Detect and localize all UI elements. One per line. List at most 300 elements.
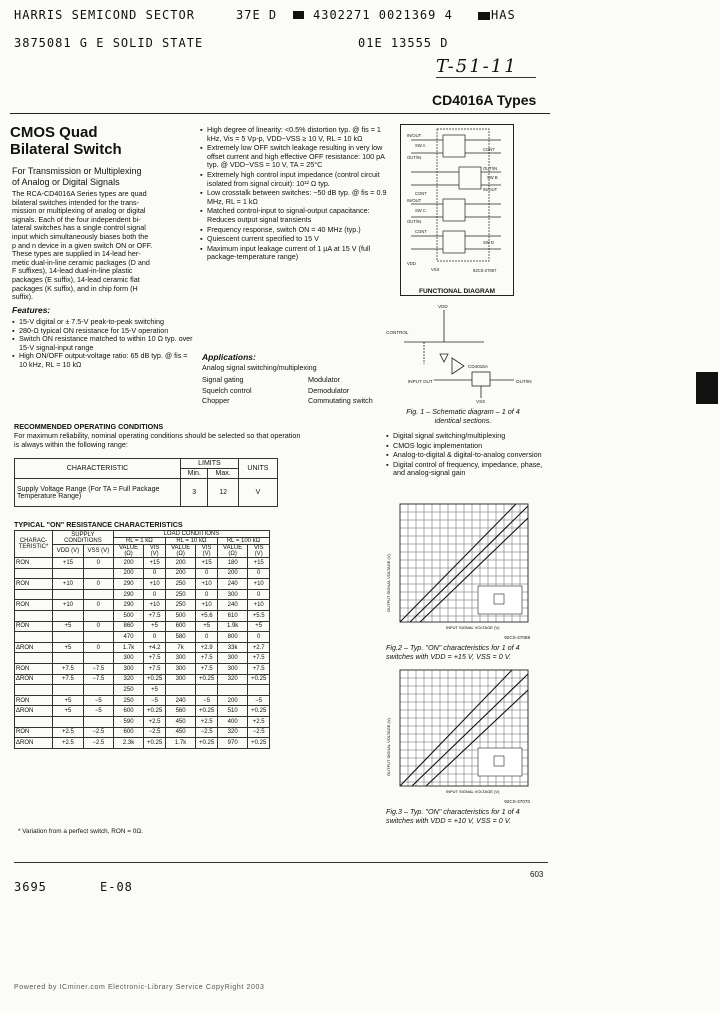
table-row [15, 695, 270, 706]
fig1-label: INPUT OUT [408, 379, 433, 384]
table-cell: 0 [196, 568, 218, 579]
table-row [15, 727, 270, 738]
table-cell: +0.25 [144, 674, 166, 685]
col-subheader: Max. [208, 469, 238, 479]
row-label [15, 653, 53, 664]
row-label [15, 589, 53, 600]
table-cell: +5 [144, 685, 166, 696]
diagram-label: SW A [415, 143, 426, 148]
table-cell: 320 [113, 674, 143, 685]
col-header: VALUE (Ω) [217, 545, 247, 558]
application-row [202, 376, 392, 385]
header-code-37e: 37E D [236, 8, 278, 22]
table-cell [53, 716, 84, 727]
table-cell: 300 [165, 653, 195, 664]
table-row [15, 716, 270, 727]
intro-line: The RCA-CD4016A Series types are quad [12, 189, 147, 198]
table-cell [53, 653, 84, 664]
fig1-caption: Fig. 1 – Schematic diagram – 1 of 4 identical sections. [406, 407, 520, 425]
feature-item: ▪ Switch ON resistance matched to within 10 Ω typ. over 15-V signal-input range [12, 335, 196, 352]
fig3-caption: Fig.3 – Typ. "ON" characteristics for 1 of 4 switches with VDD = +10 V, VSS = 0 V. [386, 807, 520, 825]
table-cell: 600 [165, 621, 195, 632]
col-header: VALUE (Ω) [165, 545, 195, 558]
table-row [15, 589, 270, 600]
table-cell: 320 [217, 727, 247, 738]
table-row [15, 632, 270, 643]
row-label: RON [15, 579, 53, 590]
right-feature-item: ▪ High degree of linearity: <0.5% distortion typ. @ fis = 1 kHz, Vis = 5 Vp-p, VDD−VSS ≥ 10 V, RL = 10 kΩ [200, 126, 390, 143]
diagram-label: SW D [483, 240, 494, 245]
handwritten-underline [436, 77, 536, 78]
table-cell: +7.5 [144, 663, 166, 674]
doc-title-line2: Bilateral Switch [10, 141, 122, 158]
footer-left-number: 3695 [14, 880, 47, 894]
table-cell: +0.25 [248, 674, 270, 685]
fig2-plot [386, 502, 534, 634]
applications-lead: Analog signal switching/multiplexing [202, 363, 317, 372]
intro-line: input which simultaneously biases both the [12, 231, 149, 241]
fig1-label: CONTROL [386, 330, 409, 335]
header-black-mark [293, 11, 304, 19]
functional-diagram [400, 124, 514, 296]
diagram-label: IN/OUT [407, 198, 422, 203]
table-cell: −5 [144, 695, 166, 706]
more-applications-list [386, 432, 556, 479]
fig2-code: 92CS-27069 [504, 635, 530, 641]
table-cell: −2.5 [83, 738, 113, 749]
intro-line: These types are supplied in 14-lead her- [12, 249, 141, 259]
application-item: Chopper [202, 396, 230, 406]
doc-subtitle [12, 166, 142, 187]
intro-line: metic dual-in-line ceramic packages (D and [12, 257, 150, 267]
table-cell: +5 [144, 621, 166, 632]
col-header: VIS (V) [144, 545, 166, 558]
diagram-label: SW B [487, 175, 498, 180]
table-cell: +0.25 [144, 706, 166, 717]
table-cell: 0 [248, 568, 270, 579]
right-feature-item: ▪ Frequency response, switch ON = 40 MHz (typ.) [200, 226, 390, 235]
feature-item: ▪ High ON/OFF output-voltage ratio: 65 dB typ. @ fis = 10 kHz, RL = 10 kΩ [12, 352, 196, 369]
table-cell: +2.5 [53, 738, 84, 749]
table-cell: 200 [165, 568, 195, 579]
table-cell: 250 [113, 695, 143, 706]
intro-line: packages (K suffix), and in chip form (H [12, 283, 138, 293]
intro-line: bilateral switches intended for the trans- [12, 197, 140, 207]
col-header: LOAD CONDITIONS [113, 531, 269, 538]
feature-item: ▪ 15-V digital or ± 7.5-V peak-to-peak switching [12, 318, 196, 327]
col-header: VIS (V) [248, 545, 270, 558]
table-cell: +10 [196, 579, 218, 590]
table-cell: 610 [217, 610, 247, 621]
table-row [15, 706, 270, 717]
table-cell [165, 685, 195, 696]
table-cell: +15 [144, 558, 166, 569]
table-cell: +2.5 [196, 716, 218, 727]
intro-line: suffix). [12, 292, 34, 302]
table-cell: 0 [83, 600, 113, 611]
table-cell [53, 568, 84, 579]
table-cell: +0.25 [144, 738, 166, 749]
table-cell: 300 [217, 589, 247, 600]
table-cell: +7.5 [144, 610, 166, 621]
table-cell: −2.5 [196, 727, 218, 738]
fig1-label: OUT/IN [516, 379, 532, 384]
application-item: Commutating switch [308, 396, 373, 406]
table-cell: 300 [165, 674, 195, 685]
col-header: UNITS [238, 459, 277, 479]
switch-box-c [443, 199, 465, 221]
table-row [15, 653, 270, 664]
intro-line: F suffixes), 14-lead dual-in-line plastic [12, 266, 133, 276]
table-cell: 560 [165, 706, 195, 717]
table-cell: 500 [113, 610, 143, 621]
table-cell: +2.5 [53, 727, 84, 738]
diagram-label: 92CS-27067 [473, 268, 497, 273]
row-label [15, 568, 53, 579]
table-cell [83, 632, 113, 643]
table-cell: 300 [217, 653, 247, 664]
row-label: ΔRON [15, 738, 53, 749]
table-cell: 240 [165, 695, 195, 706]
table-cell: 200 [165, 558, 195, 569]
table-cell [53, 589, 84, 600]
row-label [15, 716, 53, 727]
header-has-code: HAS [491, 8, 516, 22]
table-cell: 2.3k [113, 738, 143, 749]
table-cell: +0.25 [196, 706, 218, 717]
row-label [15, 685, 53, 696]
application-row [202, 397, 392, 406]
table-cell: +10 [248, 600, 270, 611]
table-cell: −5 [83, 695, 113, 706]
application-bullet: ▪ Digital signal switching/multiplexing [386, 432, 556, 441]
table-cell: +5 [53, 642, 84, 653]
features-heading: Features: [12, 305, 51, 315]
table-row [15, 558, 270, 569]
table-cell [83, 568, 113, 579]
table-cell: 250 [113, 685, 143, 696]
table-cell: 300 [113, 663, 143, 674]
application-item: Signal gating [202, 375, 244, 384]
table-cell: 0 [83, 621, 113, 632]
fig2-caption: Fig.2 – Typ. "ON" characteristics for 1 of 4 switches with VDD = +15 V, VSS = 0 V. [386, 643, 520, 661]
switch-symbol [472, 372, 490, 386]
col-header: LIMITS [181, 459, 239, 469]
diode-symbol [440, 354, 448, 362]
table-cell: +10 [144, 579, 166, 590]
row-label: RON [15, 663, 53, 674]
table-cell: 400 [217, 716, 247, 727]
diagram-label: IN/OUT [407, 133, 422, 138]
table-cell: 470 [113, 632, 143, 643]
chip-outline [437, 129, 489, 261]
diagram-label: CONT [415, 191, 427, 196]
table-row [15, 568, 270, 579]
inset-circuit [478, 586, 522, 614]
scan-watermark: Powered by ICminer.com Electronic-Library Service CopyRight 2003 [14, 984, 265, 991]
functional-diagram-schematic [401, 125, 513, 277]
row-label: ΔRON [15, 674, 53, 685]
table-cell: +0.25 [196, 738, 218, 749]
col-subheader: Min. [181, 469, 208, 479]
table-cell: +15 [196, 558, 218, 569]
table-cell: 250 [165, 579, 195, 590]
title-rule [10, 113, 550, 114]
intro-paragraph [12, 190, 194, 302]
table-cell: 580 [165, 632, 195, 643]
table-cell: 0 [248, 589, 270, 600]
table-cell: 970 [217, 738, 247, 749]
table-cell: +2.9 [196, 642, 218, 653]
table-row [15, 674, 270, 685]
doc-title-line1: CMOS Quad [10, 124, 98, 141]
table-row [15, 610, 270, 621]
table-cell: 33k [217, 642, 247, 653]
diagram-label: SW C [415, 208, 426, 213]
table-cell [83, 653, 113, 664]
diagram-label: OUT/IN [483, 166, 498, 171]
header-black-mark-2 [478, 12, 490, 20]
table-cell: 180 [217, 558, 247, 569]
fig1-label: CD4016A [468, 364, 488, 369]
table-cell: 600 [113, 727, 143, 738]
table-cell: +7.5 [144, 653, 166, 664]
table-cell: −5 [248, 695, 270, 706]
header-right-line2: 01E 13555 D [358, 36, 449, 50]
table-cell [196, 685, 218, 696]
on-table-footnote: * Variation from a perfect switch, RON = 0Ω. [18, 828, 143, 835]
intro-line: p and n device in a given switch ON or OFF. [12, 240, 153, 250]
table-cell: 12 [208, 479, 238, 507]
fig3-ylabel: OUTPUT SIGNAL VOLTAGE (V) [386, 718, 391, 776]
fig3-xlabel: INPUT SIGNAL VOLTAGE (V) [446, 789, 500, 794]
table-cell: 0 [144, 568, 166, 579]
table-cell: 300 [165, 663, 195, 674]
table-cell: +0.25 [248, 706, 270, 717]
table-cell: −5 [196, 695, 218, 706]
col-header: VIS (V) [196, 545, 218, 558]
table-cell: 290 [113, 589, 143, 600]
table-cell [83, 716, 113, 727]
header-left-line2: 3875081 G E SOLID STATE [14, 36, 204, 50]
table-cell: −2.5 [144, 727, 166, 738]
table-row [15, 738, 270, 749]
table-cell: 300 [113, 653, 143, 664]
table-cell: 250 [165, 600, 195, 611]
page-number: 603 [530, 870, 544, 879]
diagram-label: IN/OUT [483, 187, 498, 192]
table-cell: +7.5 [196, 663, 218, 674]
col-header: CHARACTERISTIC [15, 459, 181, 479]
table-cell: Supply Voltage Range (For TA = Full Package Temperature Range) [15, 479, 181, 507]
functional-diagram-caption: FUNCTIONAL DIAGRAM [418, 288, 496, 295]
table-cell [53, 632, 84, 643]
table-cell: 500 [165, 610, 195, 621]
table-cell: 0 [196, 632, 218, 643]
table-cell: −7.5 [83, 674, 113, 685]
table-row [15, 685, 270, 696]
application-item: Squelch control [202, 385, 252, 395]
table-cell: +15 [53, 558, 84, 569]
recommended-note: For maximum reliability, nominal operating conditions should be selected so that operation is always within the following range: [14, 431, 301, 449]
col-header: CHARAC-TERISTIC* [15, 531, 53, 558]
fig3-plot [386, 668, 534, 798]
table-cell: 200 [113, 558, 143, 569]
table-cell: 3 [181, 479, 208, 507]
table-cell: 1.7k [165, 738, 195, 749]
applications-heading: Applications: [202, 352, 256, 362]
fig3-code: 92CS-27070 [504, 799, 530, 805]
table-cell: 0 [83, 558, 113, 569]
table-cell: +10 [53, 579, 84, 590]
table-cell: +7.5 [196, 653, 218, 664]
application-item: Demodulator [308, 385, 350, 395]
row-label [15, 610, 53, 621]
table-cell: +5 [53, 621, 84, 632]
switch-box-b [459, 167, 481, 189]
table-cell: 300 [217, 663, 247, 674]
row-label: RON [15, 558, 53, 569]
table-cell: 290 [113, 600, 143, 611]
table-cell: 0 [144, 589, 166, 600]
right-feature-item: ▪ Low crosstalk between switches: −50 dB typ. @ fis = 0.9 MHz, RL = 1 kΩ [200, 189, 390, 206]
table-cell: +5.5 [248, 610, 270, 621]
application-bullet: ▪ Digital control of frequency, impedance, phase, and analog-signal gain [386, 461, 556, 478]
diagram-label: CONT [415, 229, 427, 234]
table-cell: +7.5 [248, 653, 270, 664]
inset-circuit [478, 748, 522, 776]
fig2-graph [386, 502, 534, 641]
table-row [15, 600, 270, 611]
table-row [15, 663, 270, 674]
table-cell: 1.9k [217, 621, 247, 632]
handwritten-code: T-51-11 [436, 56, 518, 77]
table-cell: 450 [165, 716, 195, 727]
fig1-schematic [384, 302, 544, 404]
table-cell: +10 [144, 600, 166, 611]
table-cell: +7.5 [53, 663, 84, 674]
table-cell: +2.7 [248, 642, 270, 653]
switch-box-d [443, 231, 465, 253]
on-table-heading: TYPICAL "ON" RESISTANCE CHARACTERISTICS [14, 520, 183, 529]
features-list [12, 318, 196, 370]
intro-line: signals. Each of the four independent bi- [12, 214, 141, 224]
row-label: ΔRON [15, 642, 53, 653]
intro-line: packages (E suffix), 14-lead ceramic flat [12, 274, 140, 284]
right-feature-item: ▪ Maximum input leakage current of 1 µA at 15 V (full package-temperature range) [200, 245, 390, 262]
right-feature-item: ▪ Matched control-input to signal-output capacitance: Reduces output signal transients [200, 207, 390, 224]
right-feature-item: ▪ Extremely high control input impedance (control circuit isolated from signal circuit): 10¹² Ω typ. [200, 171, 390, 188]
table-row [15, 621, 270, 632]
table-cell: +0.25 [196, 674, 218, 685]
table-cell: 250 [165, 589, 195, 600]
row-label: RON [15, 621, 53, 632]
table-cell: +7.5 [248, 663, 270, 674]
table-cell: 590 [113, 716, 143, 727]
table-cell: +7.5 [53, 674, 84, 685]
table-cell: 860 [113, 621, 143, 632]
intro-line: lateral switches has a single control signal [12, 223, 146, 233]
footer-rule [14, 862, 548, 863]
table-cell: 320 [217, 674, 247, 685]
table-cell: −5 [83, 706, 113, 717]
table-cell: 200 [217, 695, 247, 706]
table-cell: +15 [248, 558, 270, 569]
table-cell: 600 [113, 706, 143, 717]
table-cell: 800 [217, 632, 247, 643]
switch-box-a [443, 135, 465, 157]
col-header: VALUE (Ω) [113, 545, 143, 558]
diagram-label: OUT/IN [407, 155, 422, 160]
table-cell: 0 [144, 632, 166, 643]
table-cell [53, 610, 84, 621]
row-label: RON [15, 695, 53, 706]
table-cell: V [238, 479, 277, 507]
right-features-list [200, 126, 390, 263]
table-cell: +2.5 [248, 716, 270, 727]
table-cell: −2.5 [248, 727, 270, 738]
on-table-body [15, 558, 270, 749]
fig1-label: VSS [476, 399, 486, 404]
col-header: RL = 10 kΩ [165, 538, 217, 545]
application-item: Modulator [308, 375, 340, 384]
table-cell: −7.5 [83, 663, 113, 674]
fig3-graph [386, 668, 534, 805]
row-label: RON [15, 600, 53, 611]
table-cell: +5.6 [196, 610, 218, 621]
col-header: VDD (V) [53, 545, 84, 558]
fig1-label: VDD [438, 304, 448, 309]
table-cell [53, 685, 84, 696]
col-header: VSS (V) [83, 545, 113, 558]
right-feature-item: ▪ Extremely low OFF switch leakage resulting in very low offset current and high effective OFF resistance: 100 pA typ. @ VDD−VSS = 10 V, TA = 25°C [200, 144, 390, 170]
table-cell: 200 [217, 568, 247, 579]
table-cell [83, 610, 113, 621]
col-header: RL = 1 kΩ [113, 538, 165, 545]
application-bullet: ▪ Analog-to-digital & digital-to-analog conversion [386, 451, 556, 460]
table-cell: +0.25 [248, 738, 270, 749]
table-cell [83, 685, 113, 696]
table-cell: 240 [217, 579, 247, 590]
table-cell: +4.2 [144, 642, 166, 653]
header-left-line1: HARRIS SEMICOND SECTOR [14, 8, 195, 22]
intro-line: mission or multiplexing of analog or digital [12, 206, 146, 216]
table-cell: +5 [248, 621, 270, 632]
recommended-table [14, 458, 278, 507]
table-row [15, 642, 270, 653]
table-cell: 0 [83, 579, 113, 590]
recommended-heading: RECOMMENDED OPERATING CONDITIONS [14, 422, 164, 431]
application-row [202, 387, 392, 396]
feature-item: ▪ 280-Ω typical ON resistance for 15-V operation [12, 327, 196, 336]
footer-code: E-08 [100, 880, 133, 894]
applications-pairs [202, 376, 392, 406]
table-cell [217, 685, 247, 696]
table-cell: +10 [248, 579, 270, 590]
table-cell: 240 [217, 600, 247, 611]
right-feature-item: ▪ Quiescent current specified to 15 V [200, 235, 390, 244]
table-cell: 290 [113, 579, 143, 590]
col-header: RL = 100 kΩ [217, 538, 269, 545]
row-label [15, 632, 53, 643]
doc-subtitle-line2: of Analog or Digital Signals [12, 176, 120, 187]
diagram-label: VSS [431, 267, 440, 272]
diagram-label: VDD [407, 261, 416, 266]
table-cell: 0 [248, 632, 270, 643]
table-cell: 0 [196, 589, 218, 600]
table-cell: +10 [53, 600, 84, 611]
table-cell: 450 [165, 727, 195, 738]
